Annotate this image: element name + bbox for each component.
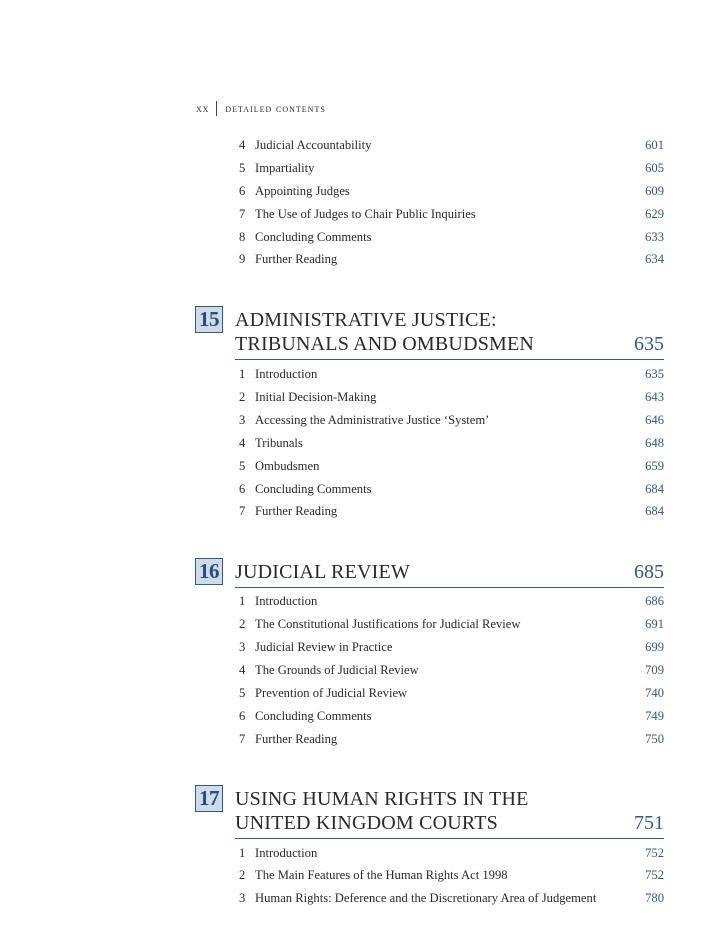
entry-page: 752 xyxy=(645,846,664,860)
entry-page: 752 xyxy=(645,868,664,882)
chapter-title-line: TRIBUNALS AND OMBUDSMEN xyxy=(235,333,535,355)
entry-page: 691 xyxy=(645,617,664,631)
chapter-title-line: USING HUMAN RIGHTS IN THE xyxy=(235,788,529,810)
entry-title: Appointing Judges xyxy=(255,184,350,198)
chapter-heading[interactable] xyxy=(235,787,664,835)
entry-number: 1 xyxy=(239,594,246,608)
page-number: xx xyxy=(196,102,210,115)
entry-page: 686 xyxy=(645,594,664,608)
entry-page: 633 xyxy=(645,230,664,244)
entry-number: 5 xyxy=(239,686,246,700)
entry-title: The Main Features of the Human Rights Act 1998 xyxy=(255,868,508,882)
entry-page: 605 xyxy=(645,161,664,175)
toc-entry[interactable] xyxy=(239,503,664,519)
entry-number: 3 xyxy=(239,640,246,654)
entry-page: 699 xyxy=(645,640,664,654)
entry-number: 7 xyxy=(239,732,246,746)
toc-entry[interactable] xyxy=(239,206,664,222)
toc-entry[interactable] xyxy=(239,685,664,701)
toc-entry[interactable] xyxy=(239,593,664,609)
entry-page: 634 xyxy=(645,252,664,266)
entry-page: 709 xyxy=(645,663,664,677)
toc-entry[interactable] xyxy=(239,412,664,428)
entry-number: 2 xyxy=(239,868,246,882)
entry-number: 5 xyxy=(239,459,246,473)
toc-entry[interactable] xyxy=(239,481,664,497)
entry-number: 9 xyxy=(239,252,246,266)
entry-title: The Constitutional Justifications for Judicial Review xyxy=(255,617,521,631)
entry-title: Tribunals xyxy=(255,436,303,450)
entry-title: Impartiality xyxy=(255,161,315,175)
entry-title: Further Reading xyxy=(255,732,338,746)
entry-number: 4 xyxy=(239,436,246,450)
entry-title: The Grounds of Judicial Review xyxy=(255,663,419,677)
entry-number: 8 xyxy=(239,230,246,244)
entry-number: 5 xyxy=(239,161,246,175)
toc-entry[interactable] xyxy=(239,708,664,724)
running-head xyxy=(196,101,326,116)
entry-number: 2 xyxy=(239,390,246,404)
toc-entry[interactable] xyxy=(239,890,664,906)
entry-title: Further Reading xyxy=(255,504,338,518)
entry-title: Concluding Comments xyxy=(255,230,372,244)
entry-title: Judicial Accountability xyxy=(255,138,372,152)
toc-entry[interactable] xyxy=(239,458,664,474)
entry-number: 3 xyxy=(239,891,246,905)
entry-page: 601 xyxy=(645,138,664,152)
toc-entry[interactable] xyxy=(239,229,664,245)
entry-title: Accessing the Administrative Justice ‘System’ xyxy=(255,413,490,427)
entry-title: Introduction xyxy=(255,367,318,381)
chapter-rule xyxy=(235,838,664,839)
chapter-title-line: ADMINISTRATIVE JUSTICE: xyxy=(235,309,497,331)
entry-page: 629 xyxy=(645,207,664,221)
toc-entry[interactable] xyxy=(239,845,664,861)
toc-entry[interactable] xyxy=(239,389,664,405)
entry-number: 1 xyxy=(239,367,246,381)
chapter-rule xyxy=(235,587,664,588)
toc-entry[interactable] xyxy=(239,867,664,883)
chapter-number-badge: 17 xyxy=(195,785,223,812)
entry-page: 659 xyxy=(645,459,664,473)
chapter-heading[interactable] xyxy=(235,308,664,356)
toc-entry[interactable] xyxy=(239,137,664,153)
entry-title: Further Reading xyxy=(255,252,338,266)
entry-title: Ombudsmen xyxy=(255,459,320,473)
entry-page: 750 xyxy=(645,732,664,746)
entry-number: 7 xyxy=(239,504,246,518)
chapter-page: 751 xyxy=(634,812,664,834)
toc-entry[interactable] xyxy=(239,435,664,451)
entry-title: The Use of Judges to Chair Public Inquiries xyxy=(255,207,476,221)
entry-title: Judicial Review in Practice xyxy=(255,640,393,654)
entry-title: Concluding Comments xyxy=(255,482,372,496)
entry-title: Human Rights: Deference and the Discretionary Area of Judgement xyxy=(255,891,597,905)
entry-page: 635 xyxy=(645,367,664,381)
entry-number: 2 xyxy=(239,617,246,631)
entry-number: 6 xyxy=(239,709,246,723)
running-head-label: detailed contents xyxy=(225,102,326,115)
toc-entry[interactable] xyxy=(239,251,664,267)
entry-page: 780 xyxy=(645,891,664,905)
entry-title: Concluding Comments xyxy=(255,709,372,723)
chapter-rule xyxy=(235,359,664,360)
toc-entry[interactable] xyxy=(239,662,664,678)
entry-number: 7 xyxy=(239,207,246,221)
entry-page: 684 xyxy=(645,482,664,496)
entry-title: Introduction xyxy=(255,846,318,860)
entry-number: 3 xyxy=(239,413,246,427)
entry-page: 648 xyxy=(645,436,664,450)
entry-page: 684 xyxy=(645,504,664,518)
entry-title: Initial Decision-Making xyxy=(255,390,377,404)
chapter-number-badge: 16 xyxy=(195,558,223,585)
chapter-page: 685 xyxy=(634,561,664,583)
toc-entry[interactable] xyxy=(239,160,664,176)
entry-page: 609 xyxy=(645,184,664,198)
entry-number: 6 xyxy=(239,482,246,496)
toc-entry[interactable] xyxy=(239,731,664,747)
chapter-heading[interactable] xyxy=(235,560,664,584)
chapter-title-line: UNITED KINGDOM COURTS xyxy=(235,812,498,834)
entry-number: 4 xyxy=(239,663,246,677)
toc-entry[interactable] xyxy=(239,366,664,382)
chapter-page: 635 xyxy=(634,333,664,355)
entry-number: 4 xyxy=(239,138,246,152)
entry-page: 749 xyxy=(645,709,664,723)
entry-title: Introduction xyxy=(255,594,318,608)
entry-page: 643 xyxy=(645,390,664,404)
running-head-divider xyxy=(216,101,217,116)
entry-number: 6 xyxy=(239,184,246,198)
chapter-number-badge: 15 xyxy=(195,306,223,333)
entry-number: 1 xyxy=(239,846,246,860)
toc-entry[interactable] xyxy=(239,616,664,632)
chapter-title-line: JUDICIAL REVIEW xyxy=(235,561,411,583)
entry-page: 646 xyxy=(645,413,664,427)
entry-title: Prevention of Judicial Review xyxy=(255,686,408,700)
toc-entry[interactable] xyxy=(239,183,664,199)
entry-page: 740 xyxy=(645,686,664,700)
toc-entry[interactable] xyxy=(239,639,664,655)
